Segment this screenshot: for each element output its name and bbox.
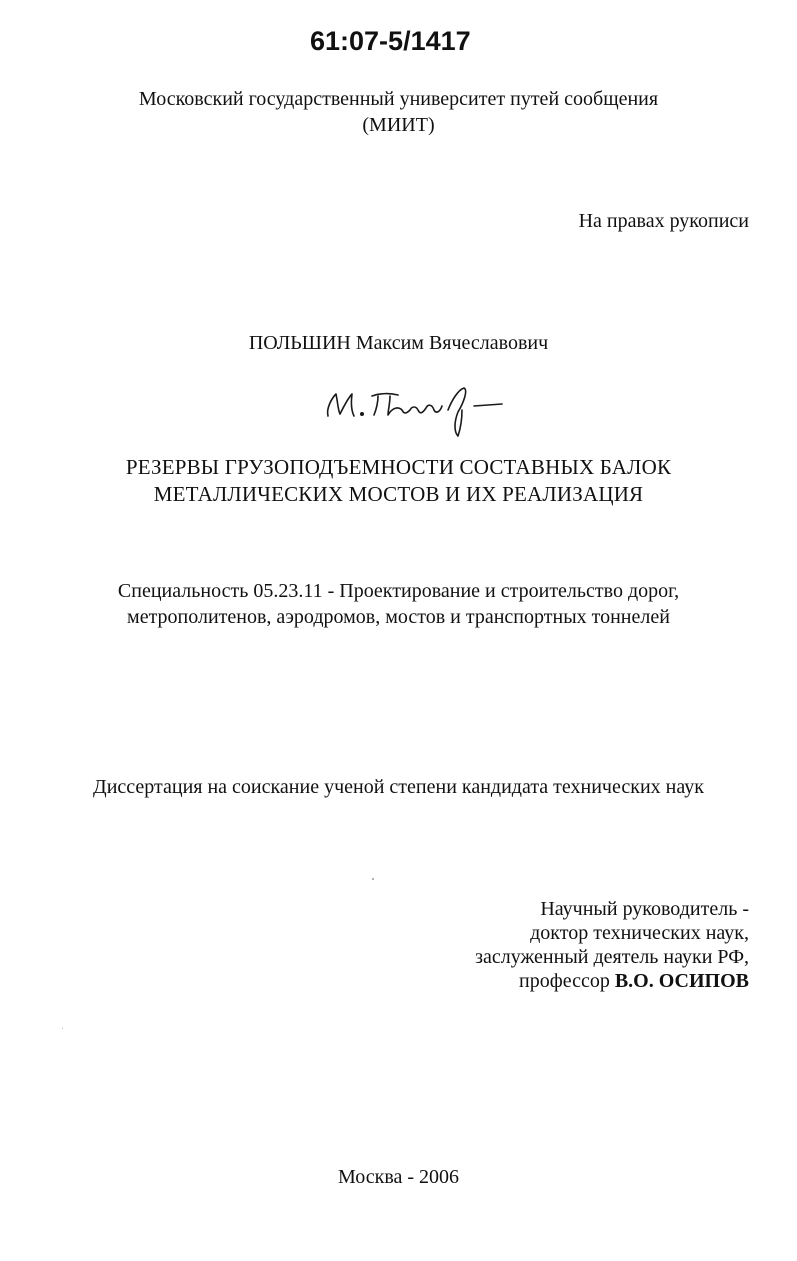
supervisor-role: Научный руководитель -: [540, 898, 749, 920]
specialty-line-1: Специальность 05.23.11 - Проектирование и строительство дорог,: [117, 580, 680, 602]
manuscript-rights: На правах рукописи: [578, 210, 749, 232]
institution-name: Московский государственный университет путей сообщения: [138, 88, 659, 110]
specialty-line-2: метрополитенов, аэродромов, мостов и транспортных тоннелей: [127, 606, 670, 628]
title-line-1: РЕЗЕРВЫ ГРУЗОПОДЪЕМНОСТИ СОСТАВНЫХ БАЛОК: [125, 455, 672, 479]
supervisor-degree: доктор технических наук,: [530, 922, 749, 944]
author-name: ПОЛЬШИН Максим Вячеславович: [248, 332, 549, 354]
institution-abbreviation: (МИИТ): [362, 114, 435, 136]
supervisor-block: [449, 897, 749, 993]
city-year: Москва - 2006: [337, 1166, 460, 1188]
supervisor-title-line: [449, 969, 749, 993]
supervisor-rank: профессор: [519, 970, 615, 992]
title-line-2: МЕТАЛЛИЧЕСКИХ МОСТОВ И ИХ РЕАЛИЗАЦИЯ: [153, 482, 644, 506]
dissertation-degree: Диссертация на соискание ученой степени кандидата технических наук: [93, 776, 704, 798]
author-signature: [318, 380, 538, 440]
catalog-code: 61:07-5/1417: [310, 26, 471, 56]
supervisor-honor: заслуженный деятель науки РФ,: [475, 946, 749, 968]
supervisor-name: В.О. ОСИПОВ: [614, 970, 749, 992]
scan-speck: [372, 878, 374, 880]
scan-speck: [62, 1028, 63, 1029]
